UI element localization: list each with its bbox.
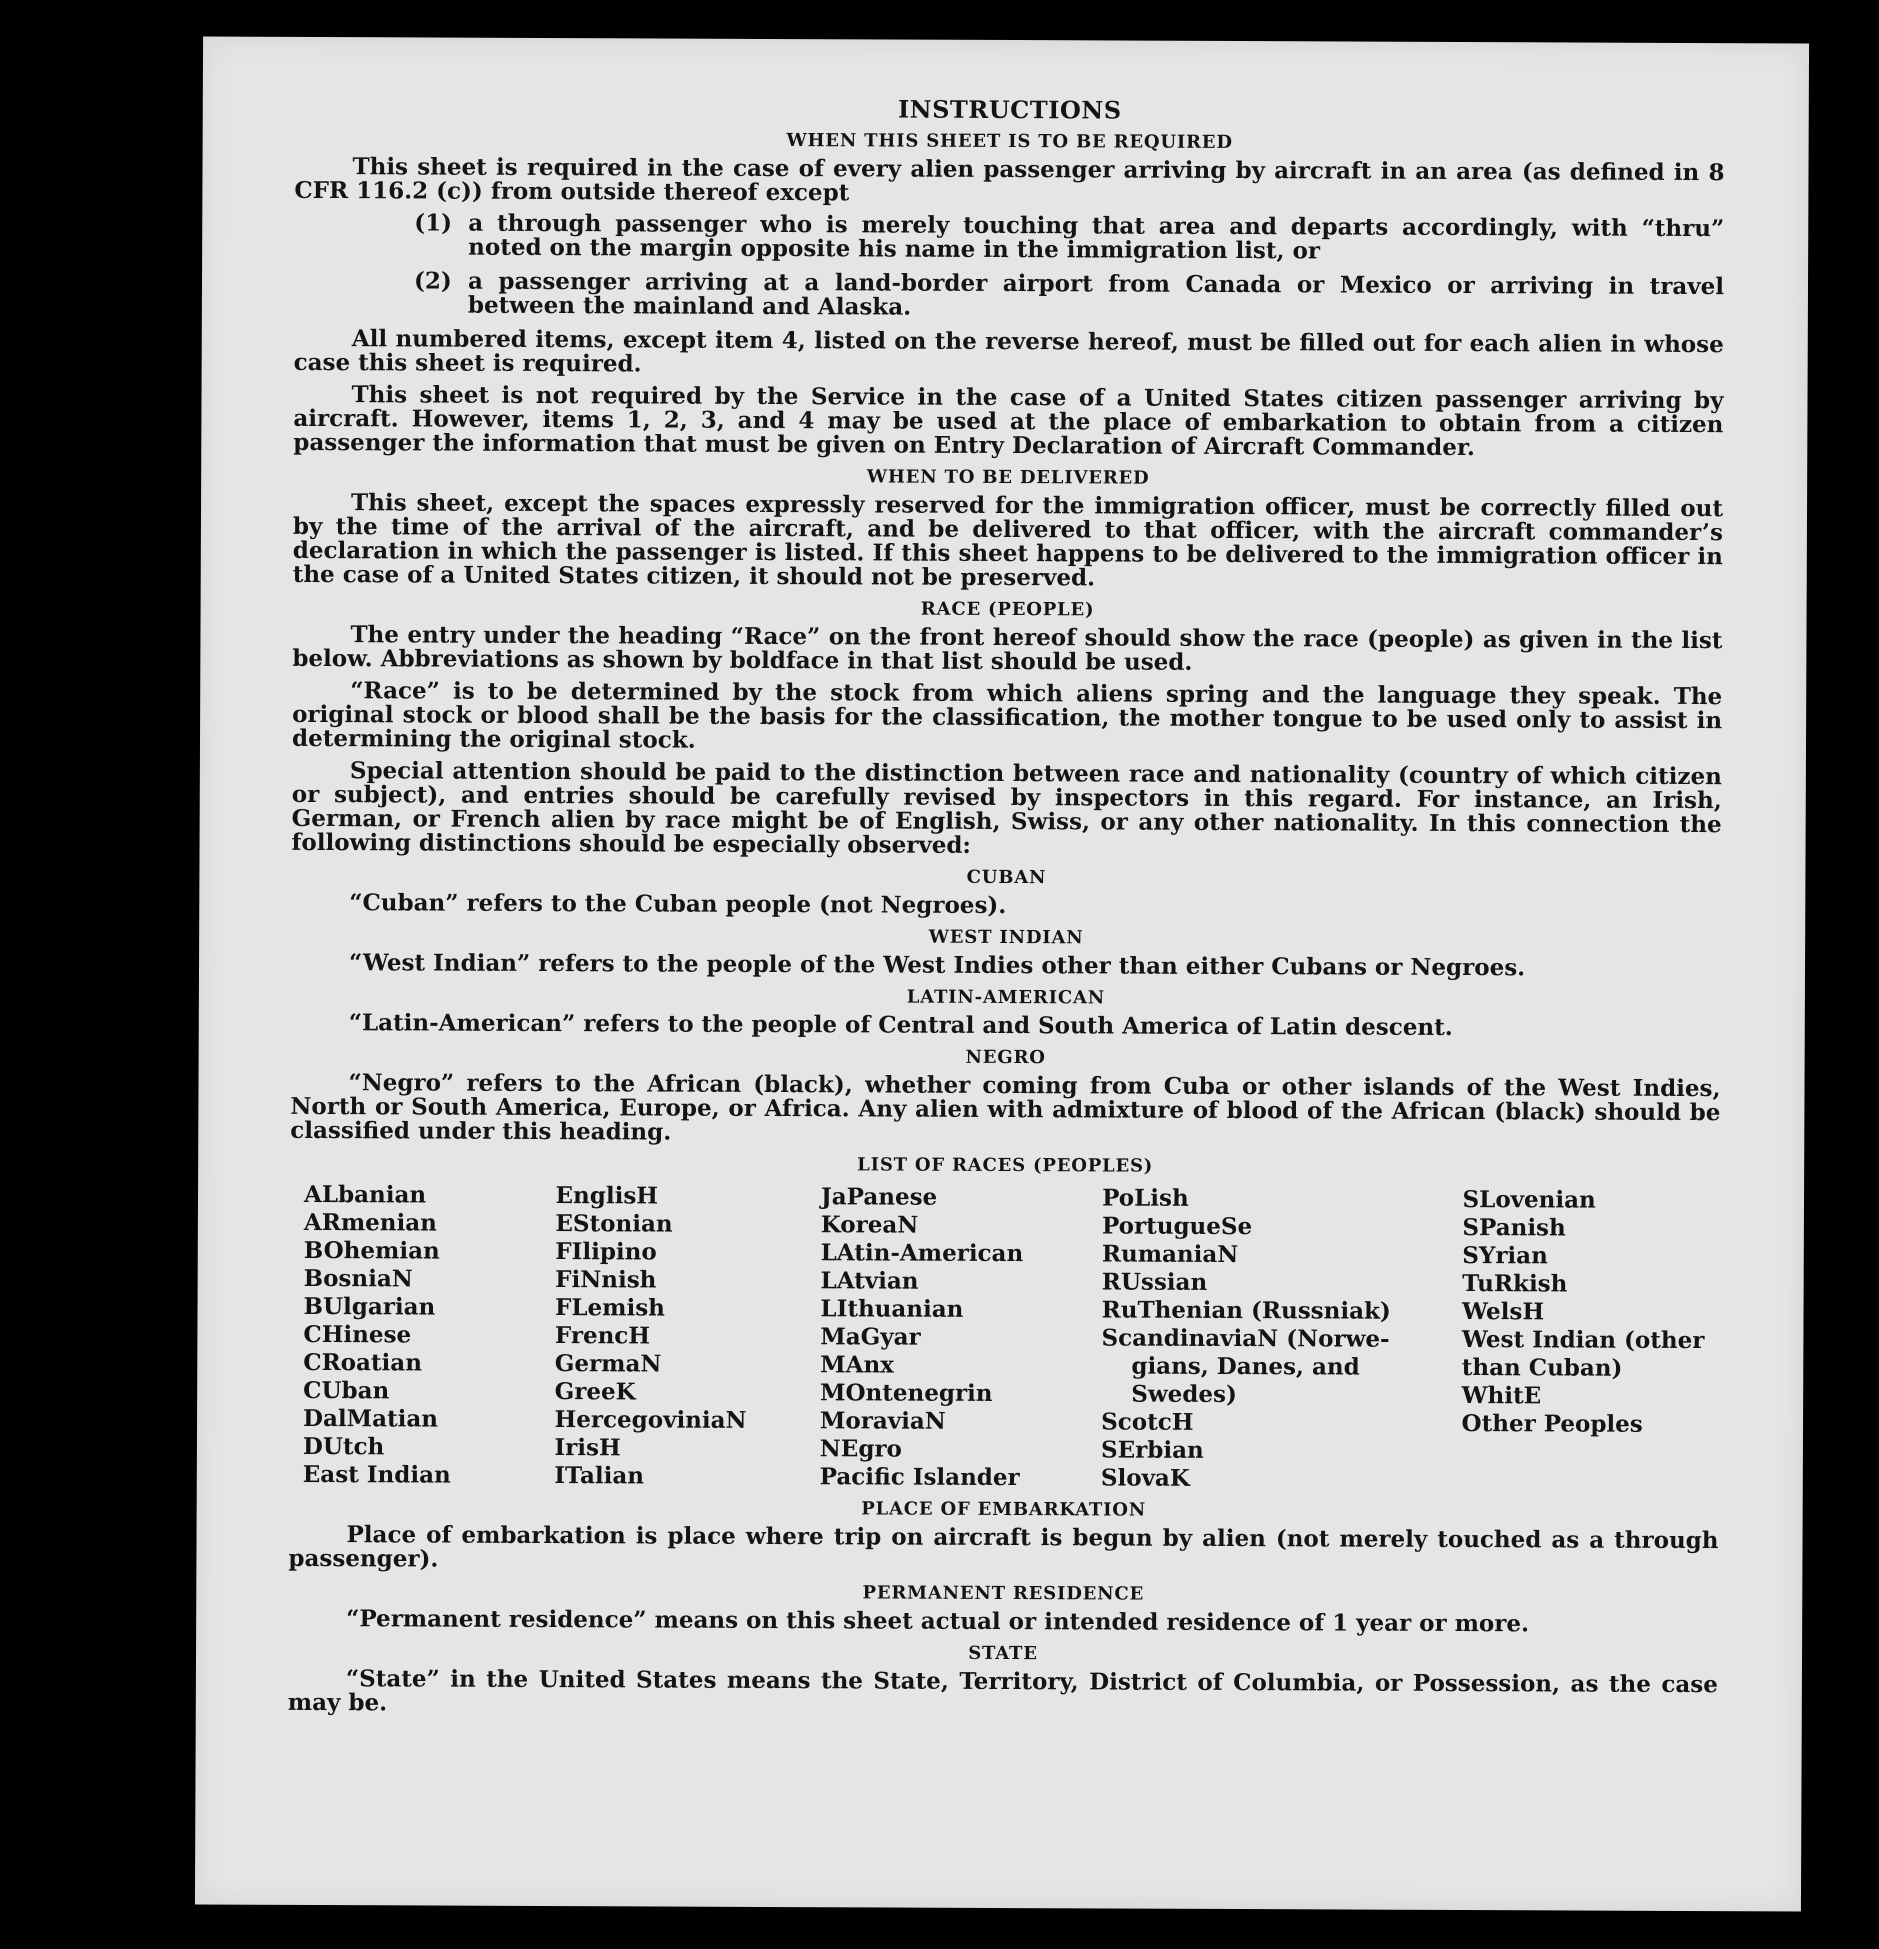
- race-entry: SYrian: [1462, 1242, 1548, 1270]
- paragraph-state: “State” in the United States means the State, Territory, District of Columbia, or Possession, as the case may be.: [287, 1665, 1718, 1717]
- races-column-3: [820, 1183, 1103, 1492]
- exception-number: (1): [414, 209, 453, 237]
- race-entry: WelsH: [1462, 1298, 1545, 1326]
- race-entry: DalMatian: [302, 1404, 439, 1433]
- document-sheet: [195, 37, 1809, 1912]
- paragraph-race-entry: The entry under the heading “Race” on the front hereof should show the race (people) as given in the list below. Abbreviations as shown by boldface in that list should be used.: [292, 621, 1723, 676]
- race-entry: FLemish: [554, 1294, 666, 1322]
- races-column-2: [554, 1182, 821, 1491]
- section-heading-residence: PERMANENT RESIDENCE: [862, 1582, 1145, 1605]
- race-entry: ITalian: [554, 1462, 645, 1490]
- definition-latin-american: “Latin-American” refers to the people of Central and South America of Latin descent.: [348, 1009, 1453, 1041]
- race-entry: SErbian: [1100, 1436, 1204, 1464]
- race-entry: SPanish: [1462, 1214, 1566, 1242]
- race-entry: gians, Danes, and: [1131, 1352, 1360, 1381]
- paragraph-race-nationality: Special attention should be paid to the distinction between race and nationality (country of which citizen or subject), and entries should be carefully revised by inspectors in this regard. For instance, an Irish, German, or French alien by race might be of English, Swiss, or any other nationality. In this connection the following distinctions should be especially observed:: [291, 757, 1722, 859]
- race-entry: Other Peoples: [1461, 1410, 1643, 1438]
- paragraph-embarkation: Place of embarkation is place where trip on aircraft is begun by alien (not merely touched as a through passenger).: [288, 1521, 1719, 1573]
- exception-text: a through passenger who is merely touching that area and departs accordingly, with “thru” noted on the margin opposite his name in the immigration list, or: [468, 209, 1725, 265]
- paragraph-delivered: This sheet, except the spaces expressly reserved for the immigration officer, must be correctly filled out by the time of the arrival of the aircraft, and be delivered to that officer, with the aircraft commander’s declaration in which the passenger is listed. If this sheet happens to be delivered to the immigration officer in the case of a United States citizen, it should not be preserved.: [292, 489, 1724, 592]
- race-entry: East Indian: [302, 1460, 451, 1489]
- definition-cuban: “Cuban” refers to the Cuban people (not Negroes).: [349, 889, 1007, 920]
- section-heading-embarkation: PLACE OF EMBARKATION: [861, 1498, 1147, 1521]
- race-entry: SlovaK: [1100, 1464, 1190, 1492]
- race-entry: MoraviaN: [819, 1407, 946, 1435]
- races-column-5: [1461, 1186, 1720, 1495]
- definition-negro: “Negro” refers to the African (black), whether coming from Cuba or other islands of the West Indies, North or South America, Europe, or Africa. Any alien with admixture of blood of the African (black) should be classified under this heading.: [290, 1069, 1721, 1146]
- race-entry: CRoatian: [303, 1348, 423, 1377]
- race-entry: ScotcH: [1101, 1408, 1194, 1436]
- race-entry: TuRkish: [1462, 1270, 1568, 1298]
- exception-item-1: [414, 211, 1724, 265]
- subheading-cuban: CUBAN: [966, 866, 1047, 889]
- race-entry: than Cuban): [1461, 1354, 1623, 1382]
- paragraph-required-intro: This sheet is required in the case of every alien passenger arriving by aircraft in an area (as defined in 8 CFR 116.2 (c)) from outside thereof except: [294, 153, 1725, 207]
- race-entry: FIlipino: [555, 1238, 657, 1266]
- subheading-latin-american: LATIN-AMERICAN: [906, 986, 1106, 1009]
- exception-item-2: [414, 269, 1724, 323]
- race-entry: BosniaN: [303, 1264, 413, 1293]
- race-entry: SLovenian: [1462, 1186, 1596, 1214]
- race-entry: Swedes): [1131, 1380, 1237, 1409]
- paragraph-numbered-items: All numbered items, except item 4, listed on the reverse hereof, must be filled out for each alien in whose case this sheet is required.: [293, 325, 1724, 378]
- race-entry: ScandinaviaN (Norwe-: [1101, 1324, 1390, 1353]
- race-entry: BOhemian: [303, 1236, 440, 1265]
- race-entry: GreeK: [554, 1378, 636, 1406]
- races-column-4: [1101, 1184, 1463, 1494]
- race-entry: LAtin-American: [820, 1239, 1024, 1268]
- race-entry: EnglisH: [555, 1182, 659, 1210]
- race-entry: KoreaN: [820, 1211, 919, 1239]
- race-entry: RumaniaN: [1101, 1240, 1239, 1269]
- section-heading-race: RACE (PEOPLE): [920, 598, 1095, 621]
- section-heading-delivered: WHEN TO BE DELIVERED: [866, 466, 1150, 489]
- subheading-negro: NEGRO: [965, 1046, 1046, 1069]
- race-entry: ALbanian: [303, 1180, 427, 1209]
- races-list-heading: LIST OF RACES (PEOPLES): [857, 1154, 1154, 1177]
- race-entry: CHinese: [303, 1320, 412, 1349]
- page-title: INSTRUCTIONS: [897, 94, 1122, 125]
- exception-number: (2): [413, 267, 452, 295]
- race-entry: EStonian: [555, 1210, 673, 1238]
- race-entry: BUlgarian: [303, 1292, 436, 1321]
- paragraph-race-stock: “Race” is to be determined by the stock from which aliens spring and the language they speak. The original stock or blood shall be the basis for the classification, the mother tongue to be used only to assist in determining the original stock.: [291, 677, 1723, 754]
- race-entry: West Indian (other: [1461, 1326, 1705, 1355]
- race-entry: LIthuanian: [820, 1295, 964, 1323]
- race-entry: IrisH: [554, 1434, 621, 1462]
- race-entry: MOntenegrin: [820, 1379, 993, 1407]
- race-entry: GermaN: [554, 1350, 662, 1378]
- section-heading-state: STATE: [968, 1642, 1038, 1665]
- race-entry: CUban: [303, 1376, 390, 1405]
- race-entry: FiNnish: [555, 1266, 657, 1294]
- race-entry: PortugueSe: [1101, 1212, 1253, 1241]
- races-column-1: [303, 1181, 556, 1490]
- race-entry: Pacific Islander: [819, 1463, 1020, 1492]
- race-entry: MaGyar: [820, 1323, 921, 1351]
- race-entry: FrencH: [554, 1322, 651, 1350]
- exception-list: [414, 211, 1724, 323]
- exception-text: a passenger arriving at a land-border airport from Canada or Mexico or arriving in travel between the mainland and Alaska.: [467, 267, 1725, 321]
- paragraph-citizen: This sheet is not required by the Service in the case of a United States citizen passenger arriving by aircraft. However, items 1, 2, 3, and 4 may be used at the place of embarkation to obtain from a citizen passenger the information that must be given on Entry Declaration of Aircraft Commander.: [293, 381, 1724, 462]
- race-entry: ARmenian: [303, 1208, 437, 1237]
- paragraph-residence: “Permanent residence” means on this sheet actual or intended residence of 1 year or more.: [346, 1605, 1530, 1638]
- race-entry: MAnx: [820, 1351, 894, 1379]
- race-entry: JaPanese: [820, 1183, 938, 1211]
- race-entry: RuThenian (Russniak): [1101, 1296, 1391, 1325]
- document-content: [288, 93, 1725, 1729]
- race-entry: NEgro: [819, 1435, 902, 1463]
- race-entry: LAtvian: [820, 1267, 919, 1295]
- race-entry: HercegoviniaN: [554, 1406, 747, 1434]
- race-entry: PoLish: [1102, 1184, 1189, 1212]
- race-entry: RUssian: [1101, 1268, 1208, 1296]
- definition-west-indian: “West Indian” refers to the people of the West Indies other than either Cubans or Negroes.: [348, 949, 1526, 982]
- race-entry: WhitE: [1461, 1382, 1542, 1410]
- subheading-west-indian: WEST INDIAN: [928, 926, 1084, 949]
- section-heading-required: WHEN THIS SHEET IS TO BE REQUIRED: [786, 130, 1233, 153]
- race-entry: DUtch: [302, 1432, 385, 1461]
- races-list: [303, 1181, 1720, 1495]
